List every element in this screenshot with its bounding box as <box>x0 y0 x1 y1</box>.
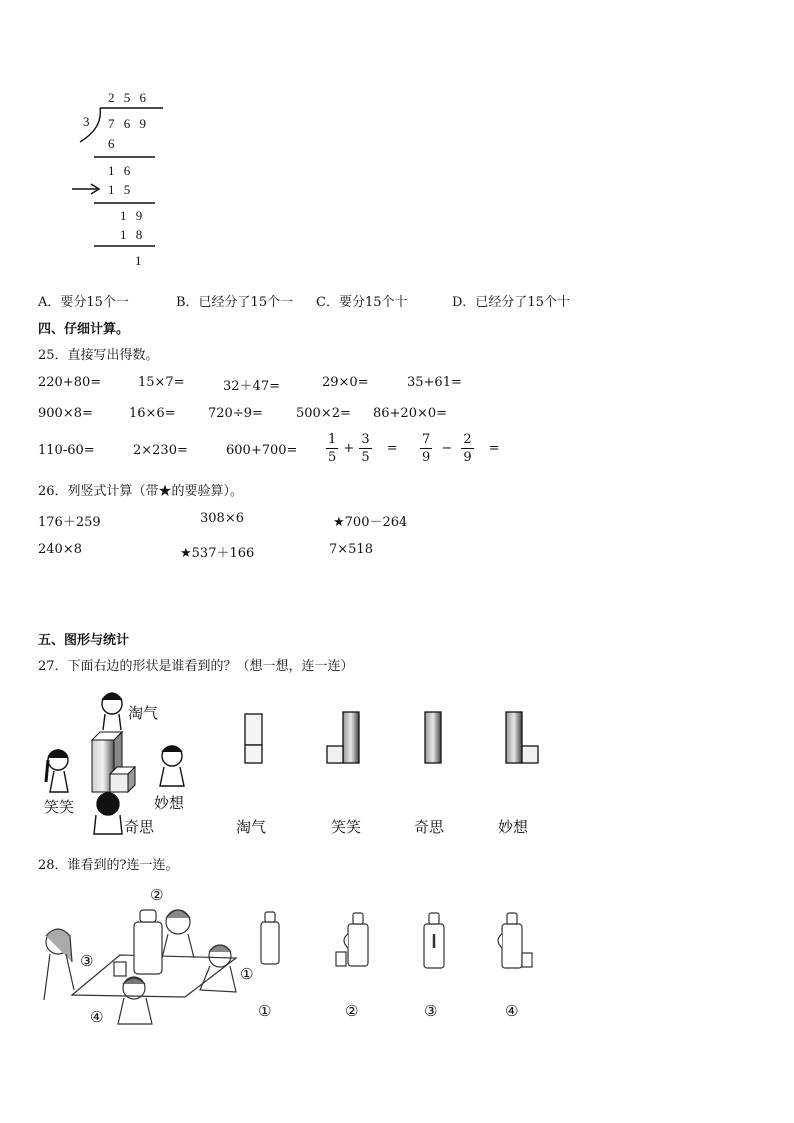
view-mark[interactable]: ④ <box>505 1002 519 1020</box>
kid-name-label: 妙想 <box>154 794 185 812</box>
division-remainder: 1 <box>135 253 145 268</box>
fraction-expression: $\frac{7}{9}$ − $\frac{2}{9}$ = <box>422 432 500 465</box>
position-mark: ② <box>150 886 164 904</box>
math-item: 86+20×0= <box>373 406 448 421</box>
division-dividend: 7 6 9 <box>108 116 149 131</box>
question-title: 26．列竖式计算（带★的要验算）。 <box>38 484 244 499</box>
math-item: 15×7= <box>138 375 185 390</box>
kid-name-label: 奇思 <box>124 818 155 836</box>
view-mark[interactable]: ① <box>258 1002 272 1020</box>
fraction-expression: $\frac{1}{5}$ + $\frac{3}{5}$ = <box>328 432 398 465</box>
math-item: 220+80= <box>38 375 102 390</box>
option-d[interactable]: D．已经分了15个十 <box>452 295 570 310</box>
division-divisor: 3 <box>83 114 93 129</box>
math-item: 900×8= <box>38 406 93 421</box>
section-title: 五、图形与统计 <box>38 633 130 648</box>
option-b[interactable]: B．已经分了15个一 <box>176 295 294 310</box>
calc-item: ★700－264 <box>333 515 408 530</box>
question-title: 25．直接写出得数。 <box>38 348 159 363</box>
division-step: 1 6 <box>108 163 134 178</box>
division-step: 1 9 <box>120 208 146 223</box>
position-mark: ④ <box>90 1008 104 1026</box>
division-step: 1 8 <box>120 227 146 242</box>
calc-item: 240×8 <box>38 542 82 557</box>
answer-name-label[interactable]: 笑笑 <box>331 818 362 836</box>
math-item: 600+700= <box>226 443 298 458</box>
math-item: 29×0= <box>322 375 369 390</box>
math-item: 35+61= <box>407 375 462 390</box>
division-step: 6 <box>108 136 118 151</box>
calc-item: 7×518 <box>329 542 373 557</box>
option-c[interactable]: C．要分15个十 <box>316 295 408 310</box>
position-mark: ① <box>240 965 254 983</box>
calc-item: 308×6 <box>200 511 244 526</box>
math-item: 110-60= <box>38 443 95 458</box>
division-step: 1 5 <box>108 182 134 197</box>
division-quotient: 2 5 6 <box>108 90 149 105</box>
math-item: 32＋47= <box>223 379 280 394</box>
kid-name-label: 笑笑 <box>44 798 75 816</box>
calc-item: 176＋259 <box>38 515 101 530</box>
section-title: 四、仔细计算。 <box>38 322 130 337</box>
calc-item: ★537＋166 <box>180 546 255 561</box>
question-title: 28．谁看到的?连一连。 <box>38 858 179 873</box>
answer-name-label[interactable]: 奇思 <box>414 818 445 836</box>
option-a[interactable]: A．要分15个一 <box>38 295 129 310</box>
answer-name-label[interactable]: 淘气 <box>236 818 267 836</box>
question-title: 27．下面右边的形状是谁看到的？（想一想，连一连） <box>38 659 354 674</box>
math-item: 720÷9= <box>208 406 263 421</box>
math-item: 500×2= <box>296 406 351 421</box>
answer-name-label[interactable]: 妙想 <box>498 818 529 836</box>
view-mark[interactable]: ② <box>345 1002 359 1020</box>
math-item: 16×6= <box>129 406 176 421</box>
position-mark: ③ <box>80 952 94 970</box>
view-mark[interactable]: ③ <box>424 1002 438 1020</box>
math-item: 2×230= <box>133 443 188 458</box>
kid-name-label: 淘气 <box>128 704 159 722</box>
